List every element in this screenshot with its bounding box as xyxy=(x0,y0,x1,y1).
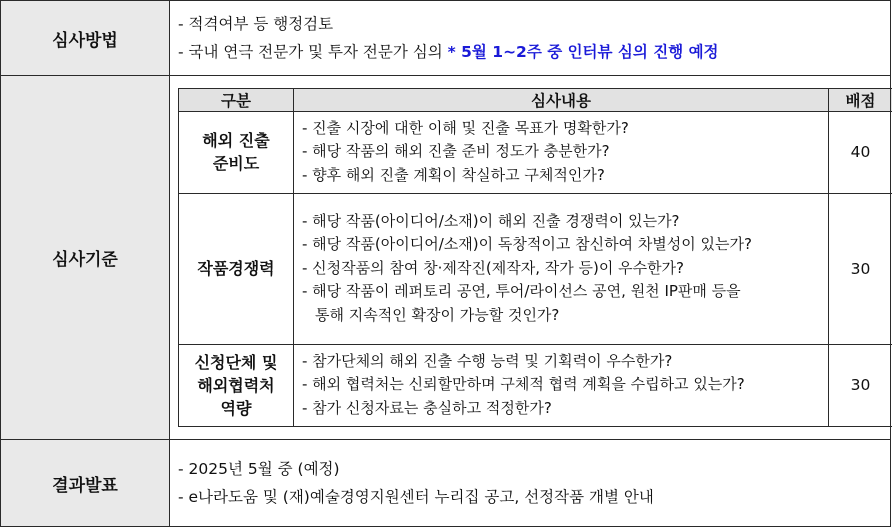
interview-notice: * 5월 1~2주 중 인터뷰 심의 진행 예정 xyxy=(447,43,719,61)
score-cell: 30 xyxy=(829,193,892,344)
criterion-line: - 참가 신청자료는 충실하고 적정한가? xyxy=(302,398,552,417)
content-cell xyxy=(294,193,829,344)
criterion-line: - 신청작품의 참여 창·제작진(제작자, 작가 등)이 우수한가? xyxy=(302,258,685,277)
criteria-row xyxy=(1,76,891,440)
criteria-item-competitiveness xyxy=(179,193,892,344)
result-line-1: - 2025년 5월 중 (예정) xyxy=(178,460,340,478)
criterion-line: - 향후 해외 진출 계획이 착실하고 구체적인가? xyxy=(302,165,605,184)
criteria-label: 심사기준 xyxy=(1,76,170,440)
result-content xyxy=(170,440,891,527)
criterion-line: - 진출 시장에 대한 이해 및 진출 목표가 명확한가? xyxy=(302,118,629,137)
criterion-line: - 참가단체의 해외 진출 수행 능력 및 기획력이 우수한가? xyxy=(302,351,673,370)
method-label: 심사방법 xyxy=(1,1,170,76)
criteria-content xyxy=(170,76,891,440)
method-line-2-text: - 국내 연극 전문가 및 투자 전문가 심의 xyxy=(178,43,443,61)
method-line-1: - 적격여부 등 행정검토 xyxy=(178,15,334,33)
method-row xyxy=(1,1,891,76)
content-cell xyxy=(294,344,829,426)
result-label: 결과발표 xyxy=(1,440,170,527)
category-line: 작품경쟁력 xyxy=(197,259,275,278)
category-cell xyxy=(179,193,294,344)
criteria-item-overseas-readiness xyxy=(179,111,892,193)
criteria-item-capability xyxy=(179,344,892,426)
category-line: 준비도 xyxy=(212,154,260,173)
criteria-header-row xyxy=(179,88,892,111)
category-line: 역량 xyxy=(220,398,252,418)
criterion-line: - 해외 협력처는 신뢰할만하며 구체적 협력 계획을 수립하고 있는가? xyxy=(302,375,745,394)
criteria-table xyxy=(178,88,892,427)
criterion-line: - 해당 작품(아이디어/소재)이 해외 진출 경쟁력이 있는가? xyxy=(302,211,680,230)
score-cell: 30 xyxy=(829,344,892,426)
category-line: 신청단체 및 xyxy=(194,352,278,372)
category-cell xyxy=(179,111,294,193)
criterion-line-continuation: 통해 지속적인 확장이 가능할 것인가? xyxy=(315,305,560,324)
criterion-line: - 해당 작품(아이디어/소재)이 독창적이고 참신하여 차별성이 있는가? xyxy=(302,235,752,254)
criterion-line: - 해당 작품이 레퍼토리 공연, 투어/라이선스 공연, 원천 IP판매 등을 xyxy=(302,282,741,301)
content-cell xyxy=(294,111,829,193)
criteria-inner-wrap xyxy=(178,81,882,435)
header-score: 배점 xyxy=(829,88,892,111)
category-cell xyxy=(179,344,294,426)
header-category: 구분 xyxy=(179,88,294,111)
category-line: 해외 진출 xyxy=(202,131,270,150)
criterion-line: - 해당 작품의 해외 진출 준비 정도가 충분한가? xyxy=(302,142,610,161)
category-line: 해외협력처 xyxy=(197,375,275,395)
result-line-2: - e나라도움 및 (재)예술경영지원센터 누리집 공고, 선정작품 개별 안내 xyxy=(178,488,654,506)
result-row xyxy=(1,440,891,527)
method-line-2 xyxy=(178,38,882,66)
header-content: 심사내용 xyxy=(294,88,829,111)
score-cell: 40 xyxy=(829,111,892,193)
method-content xyxy=(170,1,891,76)
